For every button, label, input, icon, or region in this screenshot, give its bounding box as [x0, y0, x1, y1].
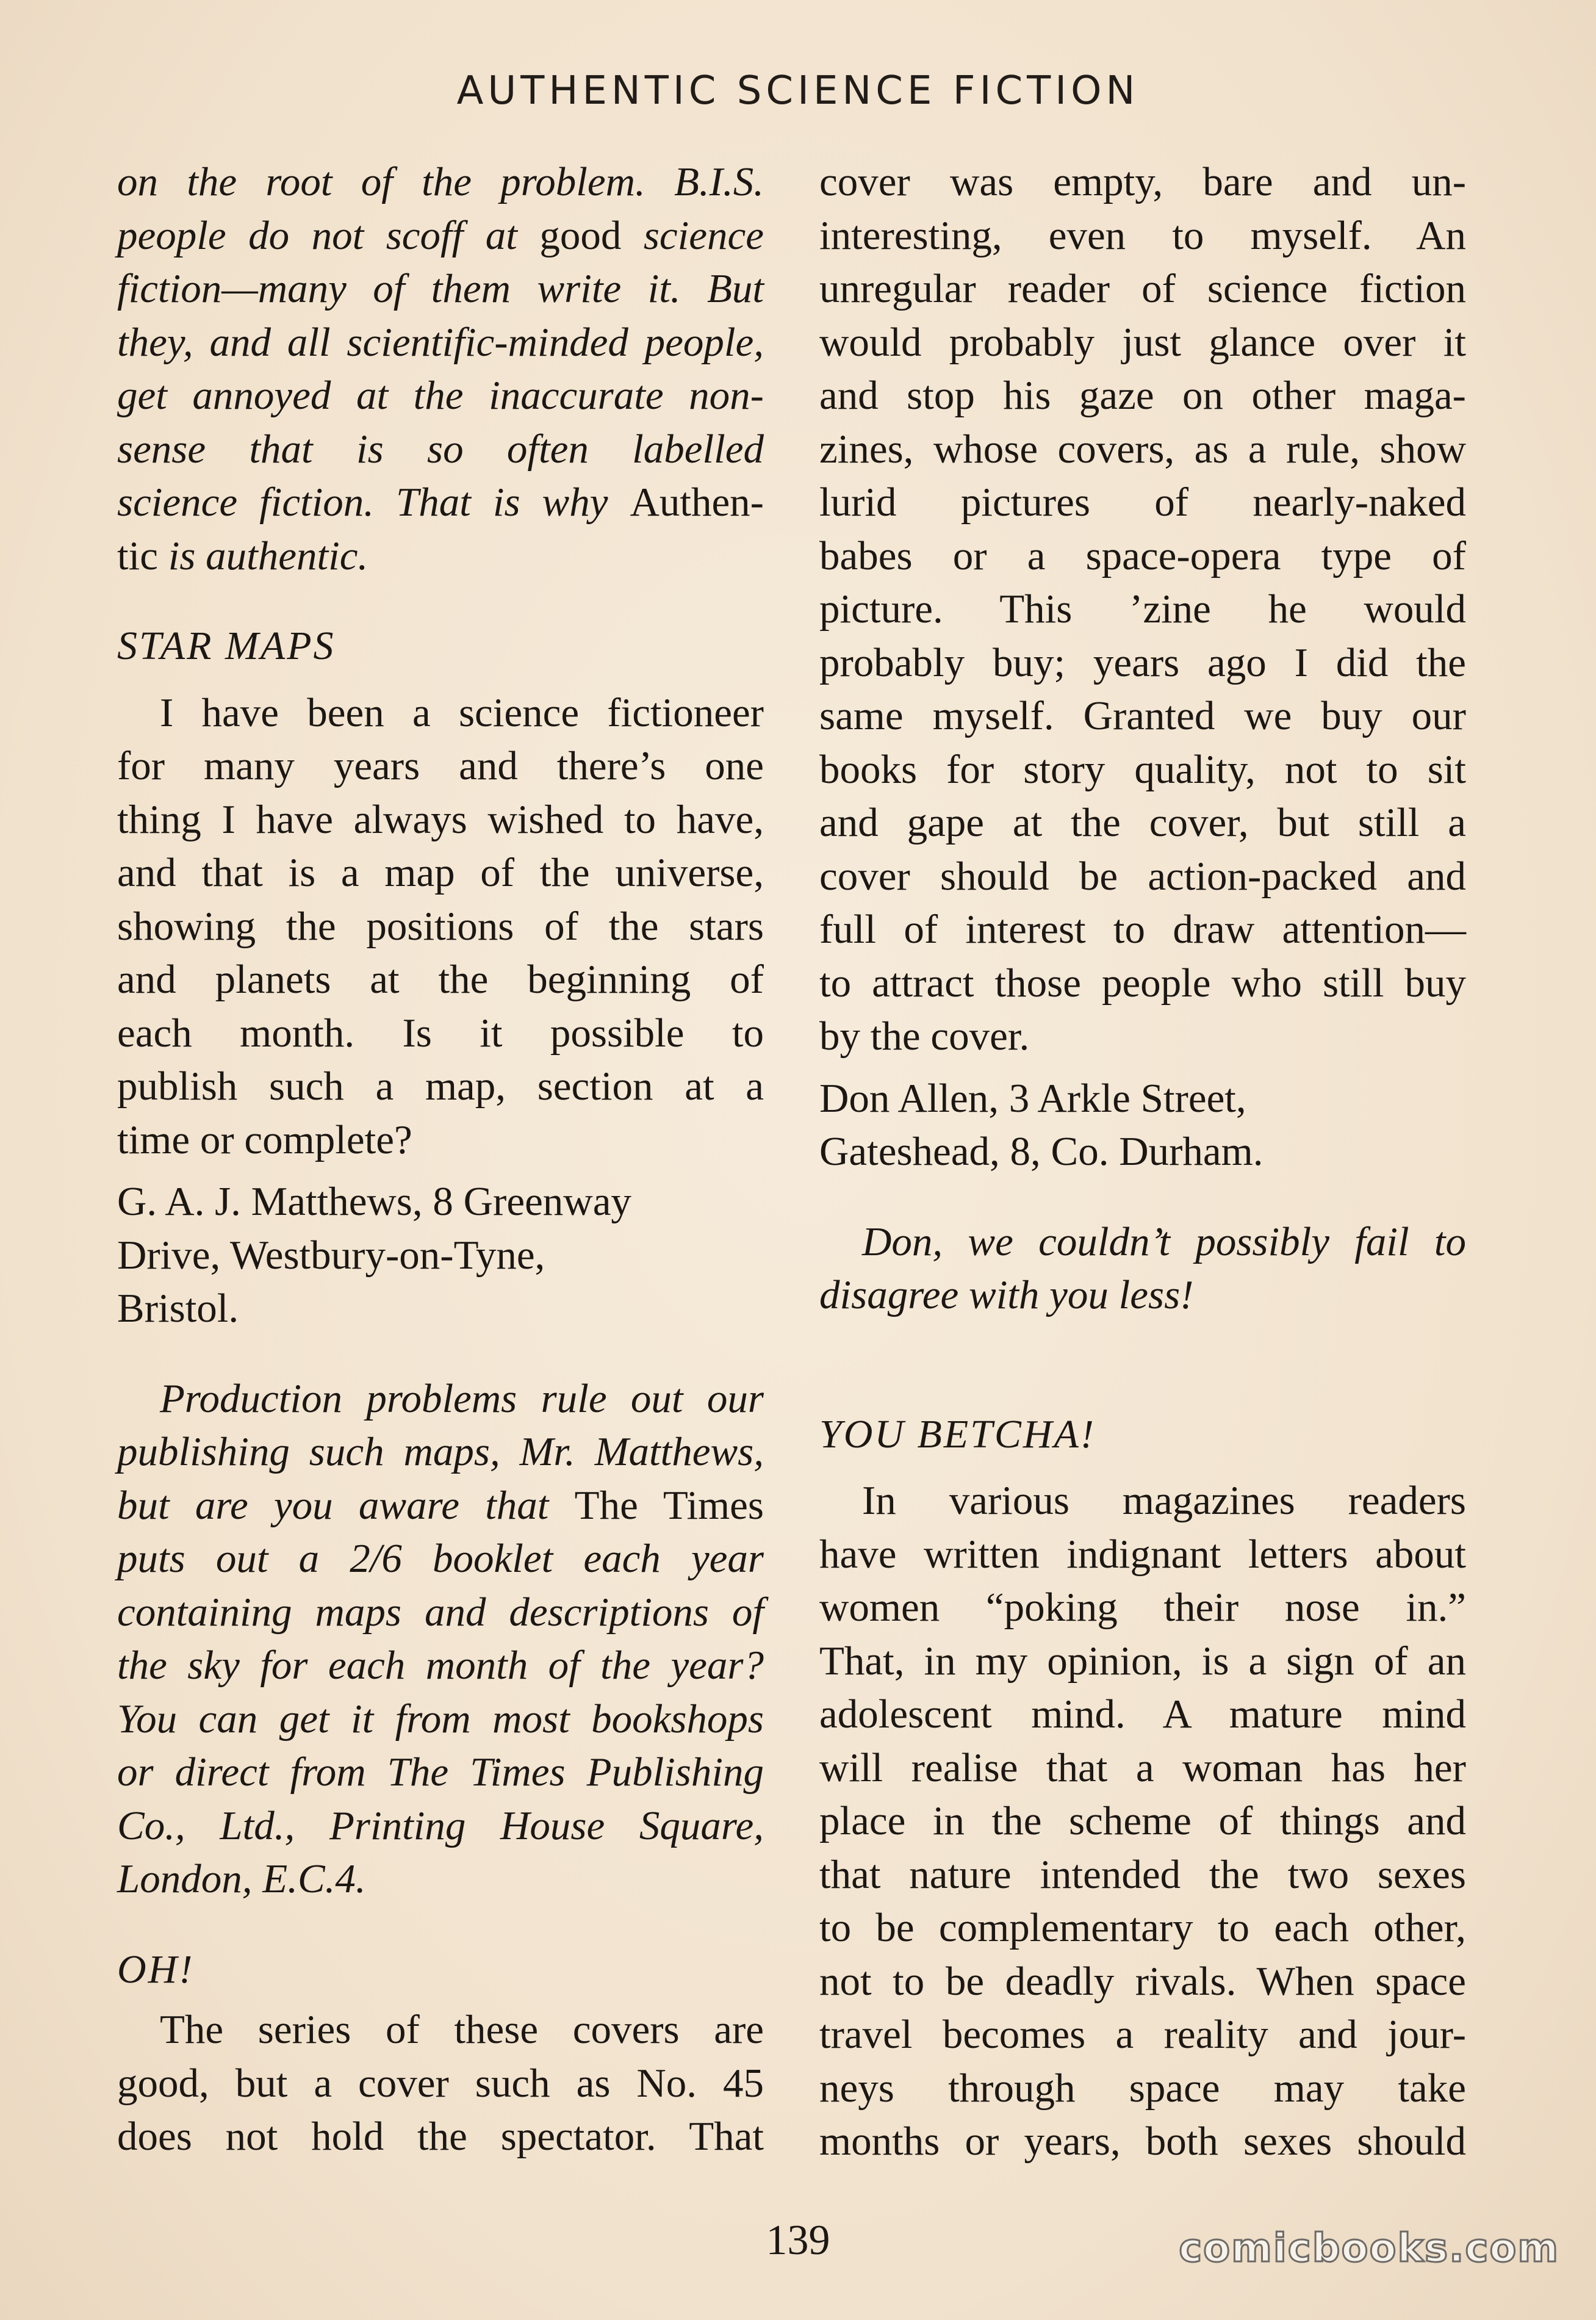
text-line: puts out a 2/6 booklet each year	[117, 1536, 764, 1581]
text-line: lurid pictures of nearly-naked	[819, 480, 1466, 525]
left-column	[117, 156, 764, 2164]
text-line: each month. Is it possible to	[117, 1010, 764, 1056]
text-line: Don, we couldn’t possibly fail to	[862, 1219, 1466, 1264]
paragraph-gap	[117, 673, 764, 686]
text-line: Bristol.	[117, 1286, 239, 1331]
roman-run: tic	[117, 533, 168, 578]
text-line: You can get it from most bookshops	[117, 1696, 764, 1742]
paragraph-gap	[819, 1179, 1466, 1216]
paragraph-gap	[117, 1167, 764, 1175]
text-line: not to be deadly rivals. When space	[819, 1958, 1466, 2004]
text-line: I have been a science fictioneer	[160, 690, 764, 735]
running-head: AUTHENTIC SCIENCE FICTION	[456, 68, 1140, 113]
text-line: containing maps and descriptions of	[117, 1589, 764, 1635]
section-heading: YOU BETCHA!	[819, 1411, 1096, 1457]
watermark-logo: comicbooks.com	[1179, 2226, 1559, 2271]
paragraph-gap	[819, 1064, 1466, 1072]
text-line: and stop his gaze on other maga-	[819, 373, 1466, 418]
section-heading: OH!	[117, 1947, 195, 1992]
italic-run: science fiction. That is why	[117, 480, 630, 525]
text-line: thing I have always wished to have,	[117, 796, 764, 842]
paragraph-gap	[117, 583, 764, 619]
section-heading: STAR MAPS	[117, 624, 336, 668]
text-line: The series of these covers are	[160, 2007, 764, 2052]
text-line: interesting, even to myself. An	[819, 212, 1466, 258]
text-line: babes or a space-opera type of	[819, 533, 1466, 578]
text-line: adolescent mind. A mature mind	[819, 1691, 1466, 1737]
text-line: In various magazines readers	[862, 1478, 1466, 1523]
roman-run: Authen-	[630, 480, 764, 525]
text-line: picture. This ’zine he would	[819, 586, 1466, 632]
text-line: cover should be action-packed and	[819, 853, 1466, 899]
text-line	[117, 530, 764, 583]
paragraph-gap	[117, 1996, 764, 2003]
text-line: publish such a map, section at a	[117, 1064, 764, 1109]
italic-run: science	[643, 212, 764, 258]
italic-run: people do not scoff at	[117, 212, 540, 258]
paragraph-gap	[819, 1461, 1466, 1474]
text-line: have written indignant letters about	[819, 1531, 1466, 1577]
text-line: and that is a map of the universe,	[117, 850, 764, 895]
text-line: time or complete?	[117, 1117, 412, 1162]
text-line: travel becomes a reality and jour-	[819, 2012, 1466, 2057]
text-line: get annoyed at the inaccurate non-	[117, 373, 764, 418]
text-line: women “poking their nose in.”	[819, 1585, 1466, 1630]
paragraph-gap	[819, 1322, 1466, 1408]
page-number: 139	[766, 2217, 830, 2264]
text-line	[117, 476, 764, 530]
paragraph-gap	[117, 1336, 764, 1372]
text-line: months or years, both sexes should	[819, 2119, 1466, 2164]
text-line: and gape at the cover, but still a	[819, 800, 1466, 845]
roman-run: good	[539, 212, 644, 258]
text-line: they, and all scientific-minded people,	[117, 319, 764, 365]
text-line: showing the positions of the stars	[117, 903, 764, 949]
italic-run: but are you aware that	[117, 1482, 575, 1528]
text-line: Co., Ltd., Printing House Square,	[117, 1803, 764, 1848]
text-line: unregular reader of science fiction	[819, 266, 1466, 311]
text-line: place in the scheme of things and	[819, 1798, 1466, 1843]
text-line: on the root of the problem. B.I.S.	[117, 159, 764, 204]
text-line: good, but a cover such as No. 45	[117, 2060, 764, 2106]
text-line: and planets at the beginning of	[117, 957, 764, 1002]
text-line	[117, 1479, 764, 1533]
text-line: That, in my opinion, is a sign of an	[819, 1638, 1466, 1684]
text-line: cover was empty, bare and un-	[819, 159, 1466, 204]
text-line: same myself. Granted we buy our	[819, 693, 1466, 738]
text-line: probably buy; years ago I did the	[819, 639, 1466, 685]
text-line: Gateshead, 8, Co. Durham.	[819, 1129, 1264, 1174]
text-line: Don Allen, 3 Arkle Street,	[819, 1075, 1246, 1121]
text-line: disagree with you less!	[819, 1272, 1194, 1317]
text-line: or direct from The Times Publishing	[117, 1749, 764, 1795]
text-line: G. A. J. Matthews, 8 Greenway	[117, 1179, 631, 1224]
text-line: Production problems rule out our	[160, 1375, 764, 1421]
text-line: Drive, Westbury-on-Tyne,	[117, 1232, 545, 1278]
text-line: publishing such maps, Mr. Matthews,	[117, 1429, 764, 1474]
right-column	[819, 156, 1466, 2169]
text-line: fiction—many of them write it. But	[117, 266, 764, 311]
text-line: the sky for each month of the year?	[117, 1643, 764, 1688]
paragraph-gap	[117, 1906, 764, 1943]
text-line: will realise that a woman has her	[819, 1745, 1466, 1790]
text-line: by the cover.	[819, 1014, 1030, 1059]
text-line: to be complementary to each other,	[819, 1905, 1466, 1950]
roman-run: The Times	[574, 1482, 764, 1528]
text-line: does not hold the spectator. That	[117, 2114, 764, 2159]
text-line: sense that is so often labelled	[117, 426, 764, 472]
text-line: that nature intended the two sexes	[819, 1851, 1466, 1897]
text-line	[117, 209, 764, 263]
text-line: to attract those people who still buy	[819, 960, 1466, 1006]
text-line: London, E.C.4.	[117, 1856, 366, 1901]
text-line: neys through space may take	[819, 2065, 1466, 2111]
text-line: for many years and there’s one	[117, 743, 764, 788]
italic-run: is authentic.	[168, 533, 368, 578]
text-line: zines, whose covers, as a rule, show	[819, 426, 1466, 472]
text-line: full of interest to draw attention—	[819, 907, 1466, 952]
text-line: would probably just glance over it	[819, 319, 1466, 365]
text-line: books for story quality, not to sit	[819, 746, 1466, 792]
